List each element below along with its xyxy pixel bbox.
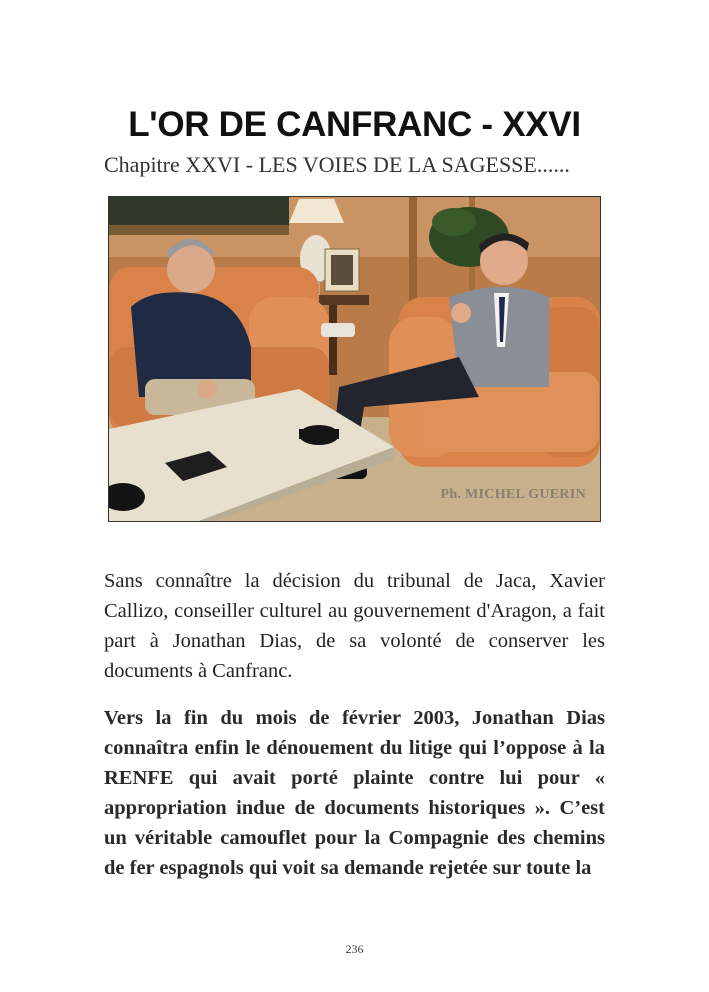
- photo: [108, 196, 601, 522]
- page-title: L'OR DE CANFRANC - XXVI: [128, 105, 581, 145]
- photo-credit: Ph. MICHEL GUERIN: [440, 487, 586, 502]
- chapter-heading: Chapitre XXVI - LES VOIES DE LA SAGESSE......: [104, 152, 570, 177]
- paragraph-2: Vers la fin du mois de février 2003, Jonathan Dias connaîtra enfin le dénouement du litige qui l’oppose à la RENFE qui avait porté plainte contre lui pour « appropriation indue de documents historiques ». C’est un véritable camouflet pour la Compagnie des chemins de fer espagnols qui voit sa demande rejetée sur toute la: [104, 707, 605, 879]
- page-number: 236: [345, 942, 364, 956]
- paragraph-1: Sans connaître la décision du tribunal de Jaca, Xavier Callizo, conseiller culturel au gouvernement d'Aragon, a fait part à Jonathan Dias, de sa volonté de conserver les documents à Canfranc.: [104, 570, 605, 682]
- photo-illustration: [109, 197, 600, 521]
